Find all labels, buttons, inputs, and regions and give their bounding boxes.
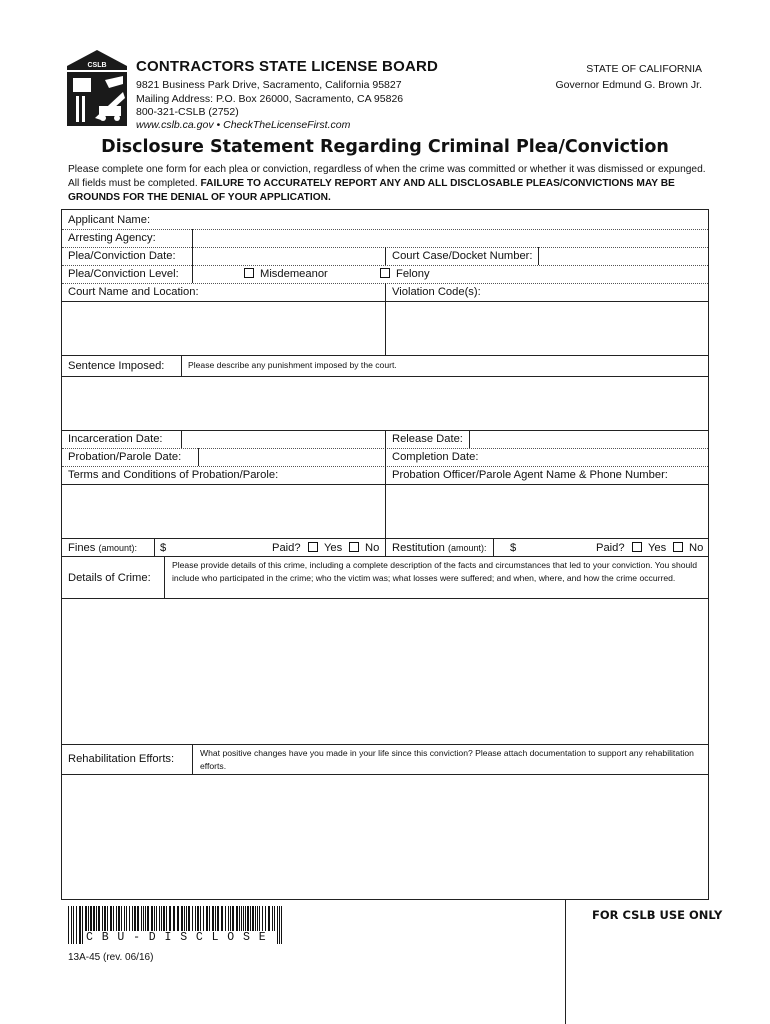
sentence-note: Please describe any punishment imposed by the court. — [188, 360, 397, 370]
misdemeanor-checkbox[interactable] — [244, 268, 254, 278]
barcode-bar — [279, 906, 280, 944]
fines-yes-label: Yes — [324, 542, 343, 554]
barcode-bar — [76, 906, 77, 944]
fines-dollar: $ — [160, 542, 167, 554]
completion-field[interactable] — [486, 449, 709, 466]
restitution-amount-field[interactable] — [522, 539, 592, 556]
restitution-text: Restitution — [392, 542, 445, 554]
restitution-paid-yes[interactable] — [632, 542, 666, 554]
court-case-field[interactable] — [539, 248, 709, 265]
restitution-dollar: $ — [510, 542, 517, 554]
form-number: 13A-45 (rev. 06/16) — [68, 952, 154, 963]
violation-codes-label: Violation Code(s): — [392, 286, 481, 298]
fines-yes-checkbox[interactable] — [308, 542, 318, 552]
applicant-name-field[interactable] — [192, 210, 709, 229]
fines-amount-field[interactable] — [172, 539, 262, 556]
rehab-label: Rehabilitation Efforts: — [68, 753, 175, 765]
restitution-no-checkbox[interactable] — [673, 542, 683, 552]
restitution-amount-text: (amount): — [447, 543, 487, 553]
phone-number: 800-321-CSLB (2752) — [136, 106, 239, 118]
fines-paid-no[interactable] — [349, 542, 379, 554]
form-table — [61, 209, 709, 900]
officer-field[interactable] — [386, 485, 709, 538]
logo-text: CSLB — [87, 62, 107, 69]
restitution-no-label: No — [689, 542, 704, 554]
barcode-bar — [79, 906, 81, 944]
street-address: 9821 Business Park Drive, Sacramento, California 95827 — [136, 79, 402, 91]
barcode-bar — [277, 906, 278, 944]
instructions — [68, 163, 708, 205]
restitution-yes-checkbox[interactable] — [632, 542, 642, 552]
release-label: Release Date: — [392, 433, 463, 445]
barcode-bar — [73, 906, 74, 944]
arresting-agency-label: Arresting Agency: — [68, 232, 156, 244]
fines-amount-text: (amount): — [98, 543, 137, 553]
fines-no-label: No — [365, 542, 380, 554]
form-title: Disclosure Statement Regarding Criminal Plea/Conviction — [101, 137, 669, 157]
website: www.cslb.ca.gov • CheckTheLicenseFirst.com — [136, 119, 351, 131]
felony-checkbox[interactable] — [380, 268, 390, 278]
instructions-text: Please complete one form for each plea or conviction, regardless of when the crime was committed or whether it was dismissed or expunged. All fields must be completed. — [68, 164, 706, 189]
court-name-label: Court Name and Location: — [68, 286, 199, 298]
probation-date-field[interactable] — [199, 449, 385, 466]
agency-name: CONTRACTORS STATE LICENSE BOARD — [136, 58, 439, 75]
governor-name: Governor Edmund G. Brown Jr. — [555, 79, 702, 91]
officer-label: Probation Officer/Parole Agent Name & Phone Number: — [392, 469, 668, 481]
incarceration-field[interactable] — [182, 431, 385, 448]
barcode-bar — [82, 906, 83, 944]
plea-date-label: Plea/Conviction Date: — [68, 250, 176, 262]
terms-field[interactable] — [62, 485, 385, 538]
misdemeanor-label: Misdemeanor — [260, 268, 328, 280]
court-case-label: Court Case/Docket Number: — [392, 250, 533, 262]
felony-option[interactable] — [380, 268, 430, 280]
incarceration-label: Incarceration Date: — [68, 433, 163, 445]
rehab-note: What positive changes have you made in your life since this conviction? Please attach documentation to support any rehabilitation efforts. — [200, 748, 694, 771]
details-note: Please provide details of this crime, including a complete description of the facts and circumstances that led to your conviction. You should include who participated in the crime; who the victim was; what losses were suffered; and when, where, and how the crime occurred. — [172, 560, 697, 583]
probation-date-label: Probation/Parole Date: — [68, 451, 182, 463]
fines-paid-label: Paid? — [272, 542, 301, 554]
misdemeanor-option[interactable] — [244, 268, 328, 280]
fines-no-checkbox[interactable] — [349, 542, 359, 552]
sentence-field[interactable] — [62, 377, 709, 430]
mailing-address: Mailing Address: P.O. Box 26000, Sacramento, CA 95826 — [136, 93, 404, 105]
completion-label: Completion Date: — [392, 451, 479, 463]
fines-paid-yes[interactable] — [308, 542, 342, 554]
violation-codes-field[interactable] — [386, 302, 709, 355]
restitution-paid-label: Paid? — [596, 542, 625, 554]
restitution-label — [392, 542, 486, 554]
plea-date-field[interactable] — [193, 248, 385, 265]
cslb-logo — [65, 48, 129, 128]
state-name: STATE OF CALIFORNIA — [586, 63, 702, 75]
felony-label: Felony — [396, 268, 430, 280]
applicant-name-label: Applicant Name: — [68, 214, 151, 226]
barcode-bar — [71, 906, 72, 944]
rehab-field[interactable] — [62, 775, 709, 900]
office-use-label: FOR CSLB USE ONLY — [592, 908, 723, 922]
barcode-text: CBU-DISCLOSE — [86, 931, 275, 944]
barcode-bar — [68, 906, 69, 944]
fines-text: Fines — [68, 542, 96, 554]
fines-label — [68, 542, 137, 554]
details-label: Details of Crime: — [68, 572, 151, 584]
release-field[interactable] — [470, 431, 709, 448]
restitution-yes-label: Yes — [648, 542, 667, 554]
instructions-warning: FAILURE TO ACCURATELY REPORT ANY AND ALL DISCLOSABLE PLEAS/CONVICTIONS MAY BE GROUNDS FOR THE DENIAL OF YOUR APPLICATION. — [68, 178, 675, 203]
barcode-bar — [281, 906, 282, 944]
court-name-field[interactable] — [62, 302, 385, 355]
restitution-paid-no[interactable] — [673, 542, 703, 554]
office-use-divider — [565, 899, 566, 1024]
sentence-label: Sentence Imposed: — [68, 360, 165, 372]
terms-label: Terms and Conditions of Probation/Parole: — [68, 469, 279, 481]
details-field[interactable] — [62, 599, 709, 744]
plea-level-label: Plea/Conviction Level: — [68, 268, 179, 280]
arresting-agency-field[interactable] — [193, 230, 709, 247]
